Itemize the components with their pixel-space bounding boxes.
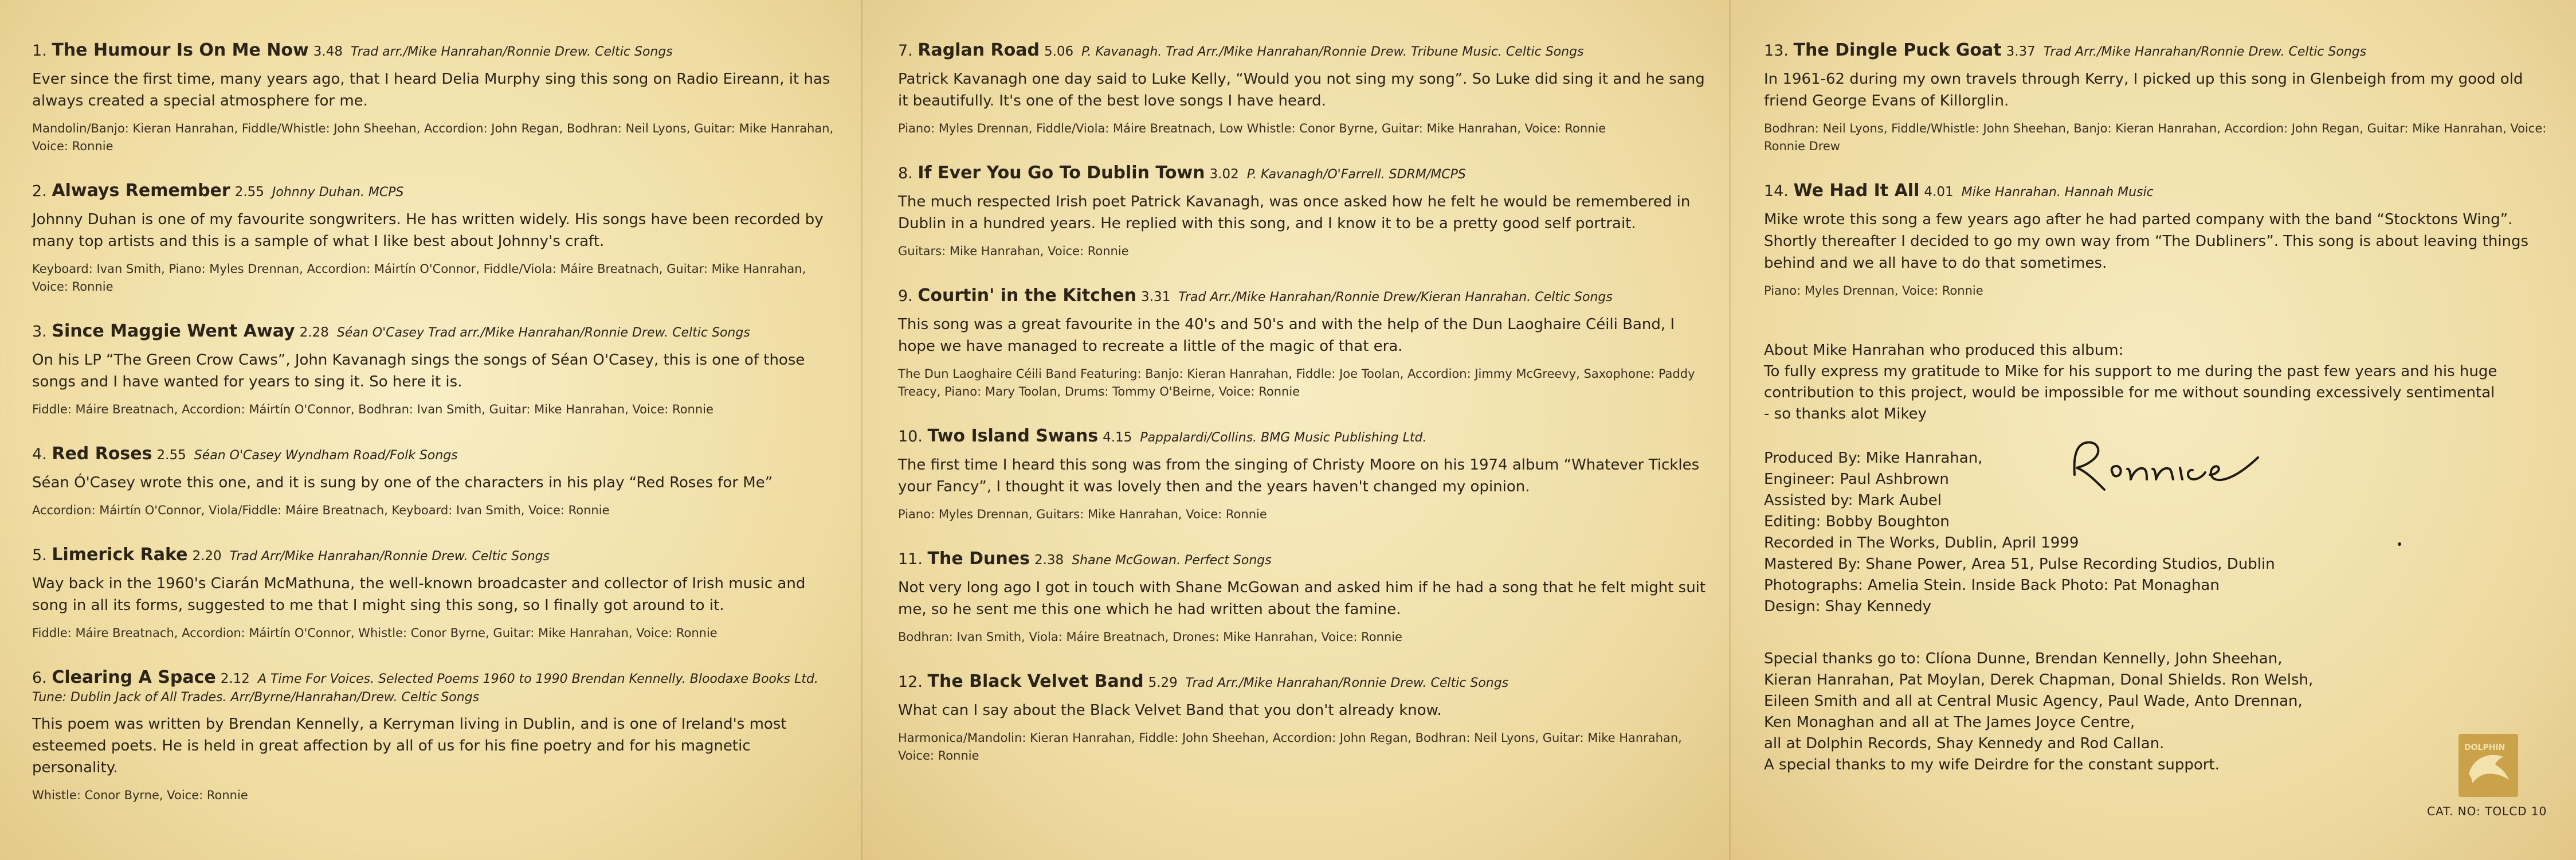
track-number: 1. xyxy=(32,42,47,60)
thanks-line: Eileen Smith and all at Central Music Agency, Paul Wade, Anto Drennan, xyxy=(1764,693,2303,710)
credit-line: Recorded in The Works, Dublin, April 1999 xyxy=(1764,534,2079,552)
track-header xyxy=(32,444,840,464)
track-musicians: Accordion: Máirtín O'Connor, Viola/Fiddle: Máire Breatnach, Keyboard: Ivan Smith, Voice: Ronnie xyxy=(32,503,610,517)
track-header xyxy=(898,286,1708,306)
track-title: Since Maggie Went Away xyxy=(52,321,295,341)
track-musicians: The Dun Laoghaire Céili Band Featuring: Banjo: Kieran Hanrahan, Fiddle: Joe Toolan, Accordion: Jimmy McGreevy, Saxophone: Paddy Treacy, Piano: Mary Toolan, Drums: Tommy O'Beirne, Voice: Ronnie xyxy=(898,367,1695,398)
track-credit: Séan O'Casey Trad arr./Mike Hanrahan/Ronnie Drew. Celtic Songs xyxy=(336,326,750,340)
track-musicians: Mandolin/Banjo: Kieran Hanrahan, Fiddle/Whistle: John Sheehan, Accordion: John Regan, Bodhran: Neil Lyons, Guitar: Mike Hanrahan, Voice: Ronnie xyxy=(32,122,834,153)
track-duration: 3.31 xyxy=(1141,290,1171,304)
track-title: The Dingle Puck Goat xyxy=(1793,40,2002,60)
track-entry xyxy=(1764,40,2553,155)
print-dot xyxy=(2398,542,2401,546)
about-text: To fully express my gratitude to Mike for his support to me during the past few years and his huge contribution to this project, would be impossible for me without sounding excessively sentimental - so thanks alot Mikey xyxy=(1764,363,2497,423)
track-header xyxy=(32,667,840,705)
track-credit: Shane McGowan. Perfect Songs xyxy=(1072,553,1272,568)
track-duration: 2.20 xyxy=(192,549,222,564)
track-header xyxy=(1764,40,2553,60)
track-duration: 3.48 xyxy=(313,44,343,59)
track-duration: 5.29 xyxy=(1148,675,1178,690)
track-title: If Ever You Go To Dublin Town xyxy=(918,163,1205,183)
track-credit: Johnny Duhan. MCPS xyxy=(272,185,404,200)
track-header xyxy=(898,549,1708,569)
track-title: The Black Velvet Band xyxy=(927,671,1144,691)
track-credit: Trad arr./Mike Hanrahan/Ronnie Drew. Celtic Songs xyxy=(350,45,673,59)
track-entry xyxy=(32,181,840,296)
track-duration: 4.01 xyxy=(1924,185,1954,200)
track-duration: 2.38 xyxy=(1034,553,1064,568)
track-title: The Humour Is On Me Now xyxy=(52,40,309,60)
track-musicians: Piano: Myles Drennan, Guitars: Mike Hanrahan, Voice: Ronnie xyxy=(898,507,1267,521)
track-description: Not very long ago I got in touch with Shane McGowan and asked him if he had a song that he felt might suit me, so he sent me this one which he had written about the famine. xyxy=(898,579,1706,618)
panel-right xyxy=(1731,0,2576,860)
track-entry xyxy=(32,40,840,155)
track-header xyxy=(32,40,840,60)
track-entry xyxy=(32,444,840,519)
track-description: Johnny Duhan is one of my favourite songwriters. He has written widely. His songs have been recorded by many top artists and this is a sample of what I like best about Johnny's craft. xyxy=(32,211,824,250)
track-entry xyxy=(32,545,840,642)
track-number: 14. xyxy=(1764,182,1789,200)
thanks-line: all at Dolphin Records, Shay Kennedy and Rod Callan. xyxy=(1764,735,2165,752)
track-description: What can I say about the Black Velvet Band that you don't already know. xyxy=(898,702,1442,719)
track-credit: Pappalardi/Collins. BMG Music Publishing Ltd. xyxy=(1140,431,1427,445)
track-header xyxy=(898,671,1708,691)
track-credit: Trad Arr/Mike Hanrahan/Ronnie Drew. Celtic Songs xyxy=(229,549,550,564)
track-musicians: Bodhran: Ivan Smith, Viola: Máire Breatnach, Drones: Mike Hanrahan, Voice: Ronnie xyxy=(898,630,1402,644)
track-credit: A Time For Voices. Selected Poems 1960 to 1990 Brendan Kennelly. Bloodaxe Books Ltd. Tune: Dublin Jack of All Trades. Arr/Byrne/Hanrahan/Drew. Celtic Songs xyxy=(32,672,818,705)
track-description: This song was a great favourite in the 40's and 50's and with the help of the Dun Laoghaire Céili Band, I hope we have managed to recreate a little of the magic of that era. xyxy=(898,316,1675,355)
credit-line: Assisted by: Mark Aubel xyxy=(1764,492,1942,509)
track-musicians: Fiddle: Máire Breatnach, Accordion: Máirtín O'Connor, Bodhran: Ivan Smith, Guitar: Mike Hanrahan, Voice: Ronnie xyxy=(32,402,713,416)
about-section xyxy=(1764,340,2553,425)
track-musicians: Fiddle: Máire Breatnach, Accordion: Máirtín O'Connor, Whistle: Conor Byrne, Guitar: Mike Hanrahan, Voice: Ronnie xyxy=(32,626,717,640)
track-entry xyxy=(898,671,1708,765)
track-title: Clearing A Space xyxy=(52,667,216,687)
credit-line: Design: Shay Kennedy xyxy=(1764,598,1931,615)
track-description: The much respected Irish poet Patrick Kavanagh, was once asked how he felt he would be remembered in Dublin in a hundred years. He replied with this song, and I know it to be a pretty good self portrait. xyxy=(898,193,1691,232)
track-duration: 2.28 xyxy=(299,325,329,340)
thanks-line: Ken Monaghan and all at The James Joyce Centre, xyxy=(1764,714,2135,731)
track-number: 4. xyxy=(32,445,47,463)
track-number: 2. xyxy=(32,182,47,200)
track-header xyxy=(898,163,1708,183)
thanks-line: Special thanks go to: Clíona Dunne, Brendan Kennelly, John Sheehan, xyxy=(1764,650,2283,667)
track-entry xyxy=(898,426,1708,523)
thanks-line: A special thanks to my wife Deirdre for the constant support. xyxy=(1764,756,2220,773)
track-header xyxy=(1764,181,2553,201)
track-credit: Trad Arr./Mike Hanrahan/Ronnie Drew/Kieran Hanrahan. Celtic Songs xyxy=(1178,290,1613,304)
track-title: Courtin' in the Kitchen xyxy=(918,286,1137,306)
credit-line: Photographs: Amelia Stein. Inside Back Photo: Pat Monaghan xyxy=(1764,577,2220,594)
track-credit: P. Kavanagh/O'Farrell. SDRM/MCPS xyxy=(1246,167,1466,182)
track-duration: 2.12 xyxy=(220,671,250,686)
signature-image xyxy=(2063,435,2269,498)
track-title: The Dunes xyxy=(927,549,1030,569)
credit-line: Editing: Bobby Boughton xyxy=(1764,513,1950,530)
track-number: 10. xyxy=(898,428,923,445)
track-description: Patrick Kavanagh one day said to Luke Kelly, “Would you not sing my song”. So Luke did sing it and he sang it beautifully. It's one of the best love songs I have heard. xyxy=(898,71,1705,110)
panel-left xyxy=(0,0,862,860)
track-description: The first time I heard this song was from the singing of Christy Moore on his 1974 album “Whatever Tickles your Fancy”, I thought it was lovely then and the years haven't changed my opinion. xyxy=(898,456,1700,495)
track-number: 11. xyxy=(898,550,923,568)
track-description: Ever since the first time, many years ago, that I heard Delia Murphy sing this song on Radio Eireann, it has always created a special atmosphere for me. xyxy=(32,71,830,110)
track-credit: Trad Arr./Mike Hanrahan/Ronnie Drew. Celtic Songs xyxy=(1185,676,1509,690)
track-description: In 1961-62 during my own travels through Kerry, I picked up this song in Glenbeigh from my good old friend George Evans of Killorglin. xyxy=(1764,71,2523,110)
panel-middle xyxy=(862,0,1731,860)
logo-text: DOLPHIN xyxy=(2464,743,2506,752)
track-musicians: Piano: Myles Drennan, Fiddle/Viola: Máire Breatnach, Low Whistle: Conor Byrne, Guitar: Mike Hanrahan, Voice: Ronnie xyxy=(898,122,1606,135)
track-duration: 5.06 xyxy=(1044,44,1074,59)
track-number: 6. xyxy=(32,669,47,687)
track-duration: 4.15 xyxy=(1103,430,1132,445)
track-entry xyxy=(898,286,1708,401)
track-duration: 3.02 xyxy=(1209,167,1239,182)
track-number: 5. xyxy=(32,546,47,564)
track-header xyxy=(32,321,840,341)
track-title: Raglan Road xyxy=(918,40,1040,60)
track-musicians: Guitars: Mike Hanrahan, Voice: Ronnie xyxy=(898,244,1129,258)
track-entry xyxy=(1764,181,2553,300)
track-header xyxy=(898,40,1708,60)
track-entry xyxy=(898,40,1708,138)
track-description: On his LP “The Green Crow Caws”, John Kavanagh sings the songs of Séan O'Casey, this is one of those songs and I have wanted for years to sing it. So here it is. xyxy=(32,351,805,390)
track-description: Way back in the 1960's Ciarán McMathuna, the well-known broadcaster and collector of Irish music and song in all its forms, suggested to me that I might sing this song, so I finally got around to it. xyxy=(32,575,806,614)
track-musicians: Bodhran: Neil Lyons, Fiddle/Whistle: John Sheehan, Banjo: Kieran Hanrahan, Accordion: John Regan, Guitar: Mike Hanrahan, Voice: Ronnie Drew xyxy=(1764,122,2547,153)
track-title: We Had It All xyxy=(1793,181,1920,201)
track-title: Red Roses xyxy=(52,444,152,464)
track-header xyxy=(32,545,840,565)
track-description: Séan Ó'Casey wrote this one, and it is sung by one of the characters in his play “Red Roses for Me” xyxy=(32,474,773,491)
track-musicians: Whistle: Conor Byrne, Voice: Ronnie xyxy=(32,788,248,802)
track-title: Limerick Rake xyxy=(52,545,188,565)
track-number: 12. xyxy=(898,673,923,691)
about-heading: About Mike Hanrahan who produced this album: xyxy=(1764,342,2124,359)
thanks-line: Kieran Hanrahan, Pat Moylan, Derek Chapman, Donal Shields. Ron Welsh, xyxy=(1764,671,2314,689)
track-musicians: Keyboard: Ivan Smith, Piano: Myles Drennan, Accordion: Máirtín O'Connor, Fiddle/Viola: Máire Breatnach, Guitar: Mike Hanrahan, Voice: Ronnie xyxy=(32,262,806,294)
track-credit: Trad Arr./Mike Hanrahan/Ronnie Drew. Celtic Songs xyxy=(2043,45,2367,59)
track-entry xyxy=(898,549,1708,646)
track-credit: P. Kavanagh. Trad Arr./Mike Hanrahan/Ronnie Drew. Tribune Music. Celtic Songs xyxy=(1081,45,1584,59)
track-header xyxy=(898,426,1708,446)
track-number: 8. xyxy=(898,165,913,182)
track-credit: Mike Hanrahan. Hannah Music xyxy=(1961,185,2154,200)
track-number: 3. xyxy=(32,323,47,341)
track-duration: 2.55 xyxy=(156,448,186,463)
track-credit: Séan O'Casey Wyndham Road/Folk Songs xyxy=(194,448,458,463)
dolphin-logo-icon xyxy=(2459,734,2518,797)
track-entry xyxy=(898,163,1708,260)
credit-line: Engineer: Paul Ashbrown xyxy=(1764,471,1949,488)
track-entry xyxy=(32,321,840,419)
track-musicians: Piano: Myles Drennan, Voice: Ronnie xyxy=(1764,284,1983,298)
credit-line: Mastered By: Shane Power, Area 51, Pulse Recording Studios, Dublin xyxy=(1764,556,2275,573)
track-header xyxy=(32,181,840,201)
track-description: This poem was written by Brendan Kennelly, a Kerryman living in Dublin, and is one of Ireland's most esteemed poets. He is held in great affection by all of us for his fine poetry and for his magnetic personality. xyxy=(32,716,787,776)
track-entry xyxy=(32,667,840,804)
track-title: Two Island Swans xyxy=(927,426,1099,446)
special-thanks xyxy=(1764,648,2553,776)
track-duration: 2.55 xyxy=(234,185,264,200)
track-description: Mike wrote this song a few years ago after he had parted company with the band “Stocktons Wing”. Shortly thereafter I decided to go my own way from “The Dubliners”. This song is about leaving things behind and we all have to do that sometimes. xyxy=(1764,211,2529,272)
track-number: 7. xyxy=(898,42,913,60)
track-title: Always Remember xyxy=(52,181,230,201)
credit-line: Produced By: Mike Hanrahan, xyxy=(1764,449,1983,467)
track-musicians: Harmonica/Mandolin: Kieran Hanrahan, Fiddle: John Sheehan, Accordion: John Regan, Bodhran: Neil Lyons, Guitar: Mike Hanrahan, Voice: Ronnie xyxy=(898,731,1682,763)
track-duration: 3.37 xyxy=(2006,44,2036,59)
catalog-number: CAT. NO: TOLCD 10 xyxy=(2427,804,2547,818)
track-number: 13. xyxy=(1764,42,1789,60)
track-number: 9. xyxy=(898,287,913,305)
